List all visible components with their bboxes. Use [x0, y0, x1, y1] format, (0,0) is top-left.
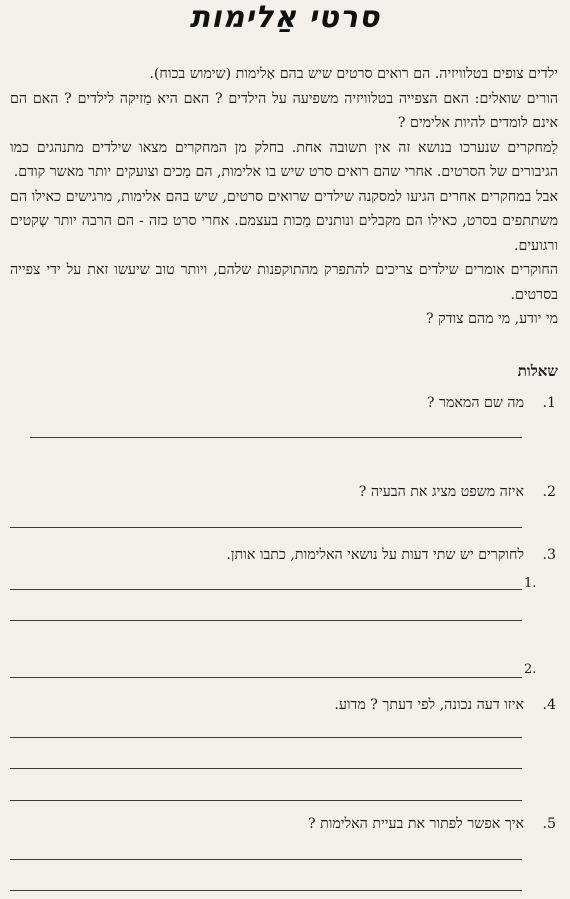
question-number: 2. — [542, 484, 556, 500]
page-title: סרטי אַלימות — [189, 0, 381, 35]
questions-heading: שאלות — [517, 362, 558, 380]
article-paragraph: מי יודע, מי מהם צודק ? — [425, 311, 558, 327]
article-body — [10, 62, 558, 332]
answer-line[interactable] — [10, 859, 522, 860]
question-number: 4. — [542, 697, 556, 713]
question-text: מה שם המאמר ? — [426, 395, 524, 411]
article-paragraph: החוקרים אומרים שילדים צריכים להתפרק מהתוקפנות שלהם, ויותר טוב שיעשו זאת על ידי צפייה בסרטים. — [10, 262, 558, 303]
answer-line[interactable] — [10, 620, 522, 621]
article-paragraph: הורים שואלים: האם הצפייה בטלוויזיה משפיעה על הילדים ? האם היא מַזיקה לילדים ? האם הם אינם לומדים להיות אלימים ? — [10, 90, 558, 131]
question-4 — [334, 697, 556, 714]
article-paragraph: ילדים צופים בטלוויזיה. הם רואים סרטים שיש בהם אַלימות (שימוש בכוח). — [149, 66, 558, 82]
answer-line[interactable] — [30, 437, 522, 438]
question-number: 5. — [542, 816, 556, 832]
question-text: איזה משפט מציג את הבעיה ? — [358, 484, 524, 500]
answer-line[interactable] — [10, 677, 522, 678]
question-text: איזו דעה נכונה, לפי דעתך ? מדוע. — [334, 697, 524, 713]
answer-line[interactable] — [10, 890, 522, 891]
question-5 — [308, 816, 556, 833]
question-text: איך אפשר לפתור את בעיית האלימות ? — [308, 816, 524, 832]
question-3 — [226, 547, 556, 564]
answer-line[interactable] — [10, 768, 522, 769]
question-number: 3. — [542, 547, 556, 563]
sub-item-number: 2. — [524, 662, 537, 677]
question-text: לחוקרים יש שתי דעות על נושאי האלימות, כתבו אותן. — [226, 547, 524, 563]
article-paragraph: אבל במחקרים אחרים הגיעו למסקנה שילדים שרואים סרטים, שיש בהם אלימות, מרגישים כאילו הם משתתפים בסרט, כאילו הם מקבלים ונותנים מַכות בעצמם. אחרי סרט כזה - הם הרבה יותר שְקטים ורגועים. — [10, 188, 558, 254]
answer-line[interactable] — [10, 527, 522, 528]
question-number: 1. — [542, 395, 556, 411]
answer-line[interactable] — [10, 589, 522, 590]
article-paragraph: לַמחקרים שנערכו בנושא זה אין תשובה אחת. בחלק מן המחקרים מצאו שילדים מתנהגים כמו הגיבורים של הסרטים. אחרי שהם רואים סרט שיש בו אלימות, הם מַכים וצועקים יותר מאשר קודם. — [10, 139, 558, 180]
answer-line[interactable] — [10, 737, 522, 738]
question-1 — [427, 395, 556, 412]
answer-line[interactable] — [10, 800, 522, 801]
sub-item-number: 1. — [524, 576, 537, 591]
question-2 — [359, 484, 556, 501]
